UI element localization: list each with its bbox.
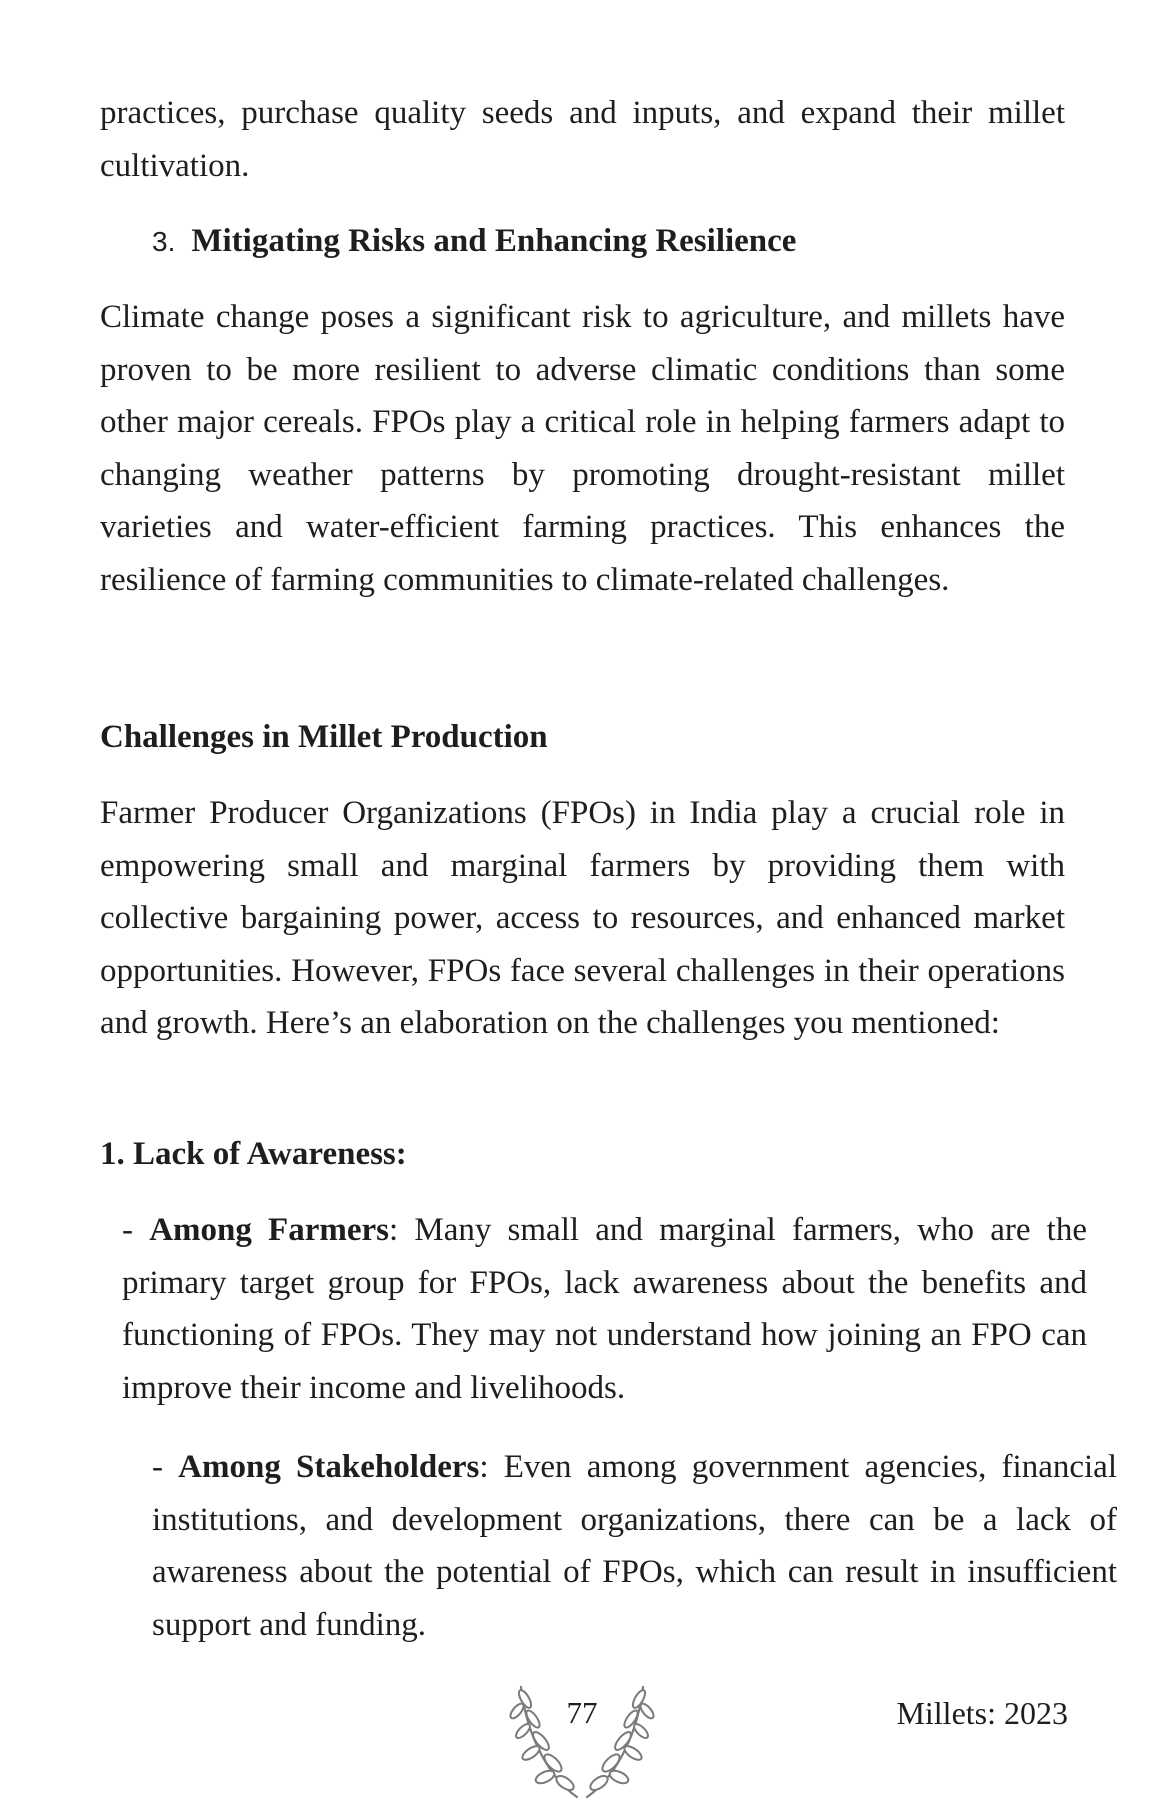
stakeholders-point [100, 1441, 1117, 1651]
stakeholders-text: : Even among government agencies, financial institutions, and development organizations, there can be a lack of awareness about the potential of FPOs, which can result in insufficient support and funding. [152, 1449, 1117, 1643]
sub-heading: 1. Lack of Awareness: [100, 1136, 407, 1172]
footer-title: Millets: 2023 [896, 1695, 1068, 1731]
stakeholders-lead: Among Stakeholders [178, 1449, 480, 1485]
farmers-lead: Among Farmers [149, 1212, 389, 1248]
page-number: 77 [566, 1695, 598, 1730]
challenges-paragraph: Farmer Producer Organizations (FPOs) in India play a crucial role in empowering small and marginal farmers by providing them with collective bargaining power, access to resources, and enhanced market opportunities. However, FPOs face several challenges in their operations and growth. Here’s an elaboration on the challenges you mentioned: [100, 795, 1065, 1041]
stakeholders-dash: - [152, 1449, 179, 1485]
heading-number: 3. [152, 226, 176, 257]
intro-continuation: practices, purchase quality seeds and inputs, and expand their millet cultivation. [100, 95, 1065, 184]
section-heading: Challenges in Millet Production [100, 719, 548, 755]
numbered-heading [152, 215, 796, 268]
farmers-point [100, 1204, 1087, 1414]
farmers-text: : Many small and marginal farmers, who are the primary target group for FPOs, lack awareness about the benefits and functioning of FPOs. They may not understand how joining an FPO can improve their income and livelihoods. [122, 1212, 1087, 1406]
heading-text: Mitigating Risks and Enhancing Resilience [191, 223, 797, 259]
resilience-paragraph: Climate change poses a significant risk to agriculture, and millets have proven to be more resilient to adverse climatic conditions than some other major cereals. FPOs play a critical role in helping farmers adapt to changing weather patterns by promoting drought-resistant millet varieties and water-efficient farming practices. This enhances the resilience of farming communities to climate-related challenges. [100, 299, 1065, 598]
farmers-dash: - [122, 1212, 150, 1248]
